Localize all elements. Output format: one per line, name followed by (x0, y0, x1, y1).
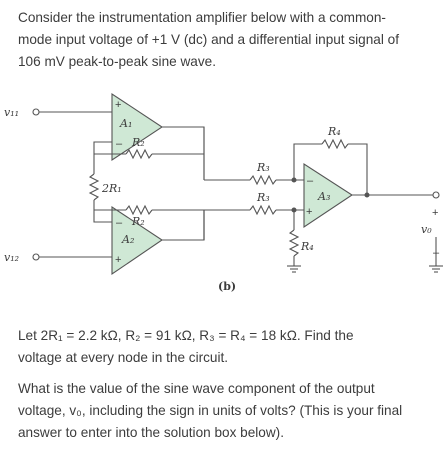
problem-given (18, 325, 436, 369)
a1-minus-sign: – (116, 138, 123, 150)
intro-line-1: Consider the instrumentation amplifier below with a common- (18, 10, 386, 25)
a3-minus-sign: – (307, 175, 314, 187)
question-line-3: answer to enter into the solution box below). (18, 425, 284, 440)
a2-plus-sign: + (115, 254, 122, 266)
two-r1-resistor (90, 174, 98, 200)
intro-line-3: 106 mV peak-to-peak sine wave. (18, 54, 216, 69)
a1-inverting-wire (94, 142, 112, 174)
intro-line-2: mode input voltage of +1 V (dc) and a differential input signal of (18, 32, 399, 47)
question-line-2: voltage, v₀, including the sign in units of volts? (This is your final (18, 403, 403, 418)
given-line-1: Let 2R₁ = 2.2 kΩ, R₂ = 91 kΩ, R₃ = R₄ = 18 kΩ. Find the (18, 328, 354, 343)
given-line-2: voltage at every node in the circuit. (18, 350, 229, 365)
question-line-1: What is the value of the sine wave component of the output (18, 381, 375, 396)
a1-label: A₁ (120, 117, 133, 130)
instrumentation-amplifier-circuit (0, 82, 445, 327)
a3-plus-sign: + (306, 206, 313, 218)
two-r1-label: 2R₁ (102, 182, 122, 195)
a2-output-wire (162, 210, 204, 240)
vo-minus-sign: – (433, 247, 440, 259)
vi2-label: v₁₂ (4, 251, 20, 264)
r4-top-label: R₄ (328, 125, 341, 138)
r4-top-wire-right (348, 144, 367, 195)
r3-bot-label: R₃ (257, 191, 270, 204)
a2-minus-sign: – (116, 217, 123, 229)
r3-top-resistor (250, 176, 276, 184)
r3-top-label: R₃ (257, 161, 270, 174)
figure-caption: (b) (218, 280, 237, 293)
r3-bottom-resistor (250, 206, 276, 214)
a2-label: A₂ (122, 233, 135, 246)
r4-bottom-resistor (290, 230, 298, 256)
vi1-label: v₁₁ (4, 106, 20, 119)
vi2-terminal (33, 254, 39, 260)
vo-plus-sign: + (432, 207, 439, 219)
problem-question (18, 378, 436, 444)
r2-top-resistor (126, 150, 152, 158)
vo-terminal (433, 192, 439, 198)
r2-bottom-resistor (126, 206, 152, 214)
a1-plus-sign: + (115, 99, 122, 111)
vo-label: v₀ (421, 223, 432, 236)
r2-top-label: R₂ (132, 136, 145, 149)
r2-bot-label: R₂ (132, 215, 145, 228)
problem-intro (18, 7, 436, 73)
r4-bot-label: R₄ (301, 240, 314, 253)
a3-label: A₃ (318, 190, 331, 203)
a2-inverting-wire (94, 200, 112, 222)
vi1-terminal (33, 109, 39, 115)
r4-top-resistor (322, 140, 348, 148)
